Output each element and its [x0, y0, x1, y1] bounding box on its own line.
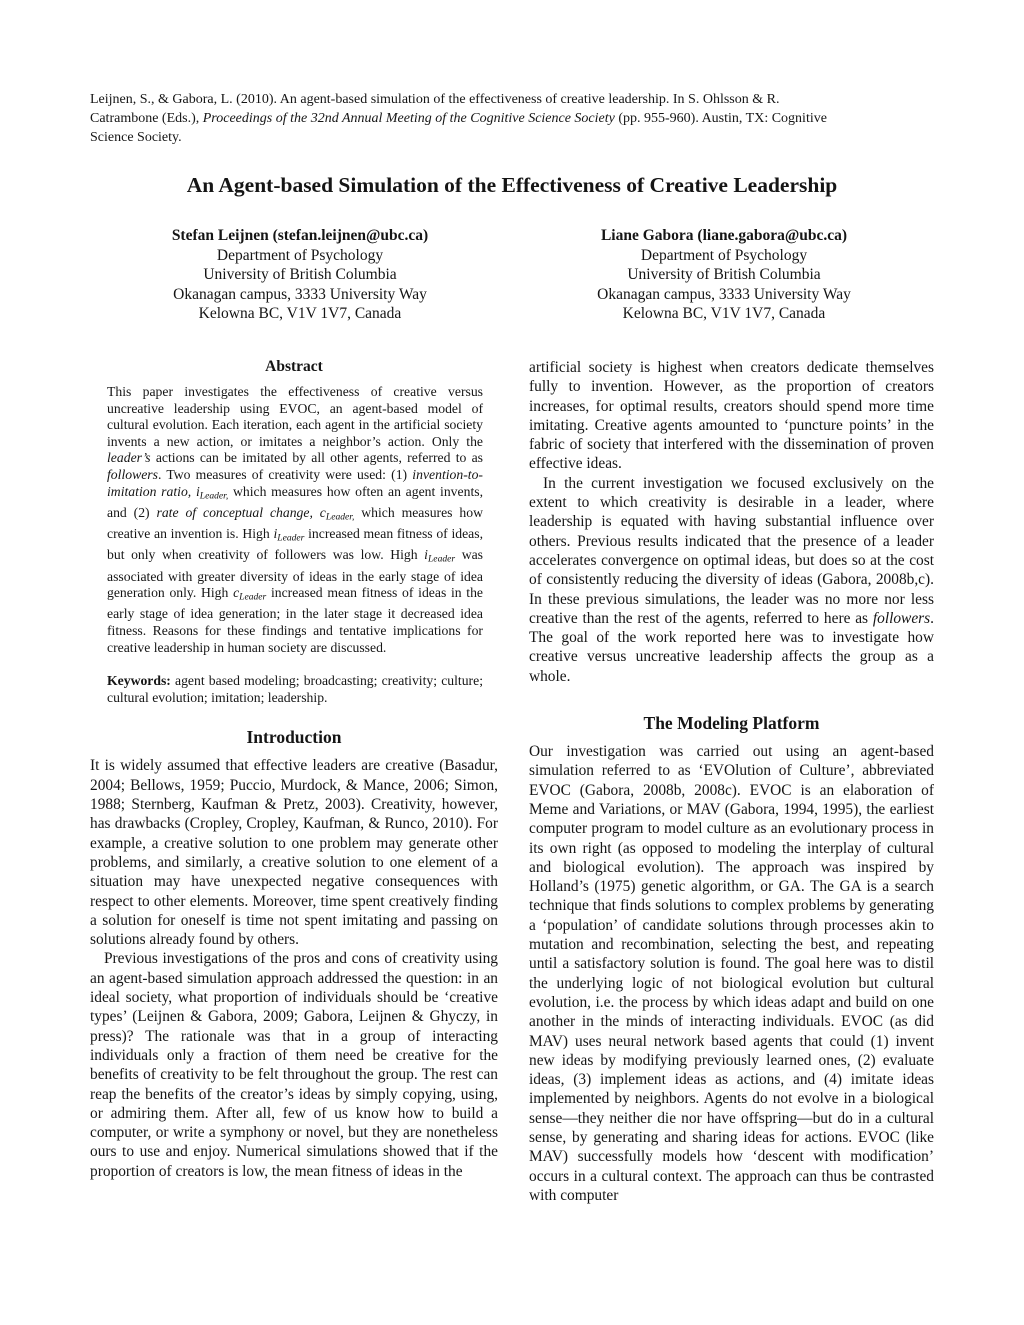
abstract-block: [107, 384, 483, 706]
keywords: Keywords: agent based modeling; broadcasting; creativity; culture; cultural evolution; imitation; leadership.: [107, 673, 483, 705]
author-affiliation-line: Department of Psychology: [216, 246, 384, 264]
intro-paragraph-1: It is widely assumed that effective leaders are creative (Basadur, 2004; Bellows, 1959; Puccio, Murdock, & Mance, 2006; Simon, 1988; Sternberg, Kaufman & Pretz, 2003). Creativity, however, has drawbacks (Cropley, Cropley, Kaufman, & Runco, 2010). For example, a creative solution to one problem may generate other problems, and similarly, a creative solution to one element of a situation may have unexpected negative consequences with respect to other elements. Moreover, time spent creatively finding a solution for oneself is time not spent imitating and passing on solutions already found by others.: [90, 757, 498, 949]
author-affiliation-line: Okanagan campus, 3333 University Way: [597, 285, 851, 303]
author-name: Stefan Leijnen (stefan.leijnen@ubc.ca): [171, 227, 429, 244]
paper-title: An Agent-based Simulation of the Effectiveness of Creative Leadership: [186, 173, 838, 197]
author-affiliation-line: Kelowna BC, V1V 1V7, Canada: [622, 305, 826, 323]
intro-paragraph-2: Previous investigations of the pros and cons of creativity using an agent-based simulation approach addressed the question: in an ideal society, what proportion of individuals should be ‘creative types’ (Leijnen & Gabora, 2009; Gabora, Leijnen & Ghyczy, in press)? The rationale was that in a group of interacting individuals only a fraction of them need be creative for the benefits of creativity to be felt throughout the group. The rest can reap the benefits of the creator’s ideas by simply copying, using, or admiring them. After all, few of us know how to build a computer, or write a symphony or novel, but they are nonetheless ours to use and enjoy. Numerical simulations showed that if the proportion of creators is low, the mean fitness of ideas in the: [90, 950, 498, 1180]
modeling-paragraph-1: Our investigation was carried out using an agent-based simulation referred to as ‘EVOlution of Culture’, abbreviated EVOC (Gabora, 2008b, 2008c). EVOC is an elaboration of Meme and Variations, or MAV (Gabora, 1994, 1995), the earliest computer program to model culture as an evolutionary process in its own right (as opposed to modeling the interplay of cultural and biological evolution). The approach was inspired by Holland’s (1975) genetic algorithm, or GA. The GA is a search technique that finds solutions to complex problems by generating a ‘population’ of candidate solutions through processes akin to mutation and recombination, selecting the best, and repeating until a satisfactory solution is found. The goal here was to distil the underlying logic of not biological evolution but cultural evolution, i.e. the process by which ideas adapt and build on one another in the minds of interacting individuals. EVOC (as did MAV) uses neural network based agents that could (1) invent new ideas by modifying previously learned ones, (2) evaluate ideas, (3) implement ideas as actions, and (4) imitate ideas implemented by neighbors. Agents do not evolve in a biological sense—they neither die nor have offspring—but do in a cultural sense, by generating and sharing ideas for actions. EVOC (like MAV) successfully models how ‘descent with modification’ occurs in a cultural context. The approach can thus be contrasted with computer: [529, 743, 934, 1204]
author-block: [512, 226, 936, 324]
author-affiliation-line: University of British Columbia: [203, 266, 397, 284]
author-name: Liane Gabora (liane.gabora@ubc.ca): [600, 227, 848, 244]
author-affiliation-line: Okanagan campus, 3333 University Way: [173, 285, 427, 303]
column-right: [529, 358, 934, 1205]
authors-row: [88, 226, 936, 324]
author-affiliation-line: Department of Psychology: [640, 246, 808, 264]
author-affiliation-line: Kelowna BC, V1V 1V7, Canada: [198, 305, 402, 323]
introduction-heading: Introduction: [246, 727, 342, 748]
abstract-text: This paper investigates the effectiveness of creative versus uncreative leadership using EVOC, an agent-based model of cultural evolution. Each iteration, each agent in the artificial society invents a new action, or imitates a neighbor’s action. Only the leader’s actions can be imitated by all other agents, referred to as followers. Two measures of creativity were used: (1) invention-to-imitation ratio, $i_{Leader,}$ which measures how often an agent invents, and (2) rate of conceptual change, $c_{Leader,}$ which measures how creative an invention is. High $i_{Leader}$ increased mean fitness of ideas, but only when creativity of followers was low. High $i_{Leader}$ was associated with greater diversity of ideas in the early stage of idea generation only. High $c_{Leader}$ increased mean fitness of ideas in the early stage of idea generation; in the later stage it decreased idea fitness. Reasons for these findings and tentative implications for creative leadership in human society are discussed.: [107, 384, 483, 655]
column-left: [90, 358, 498, 1181]
right-paragraph-continuation: artificial society is highest when creators dedicate themselves fully to invention. However, as the proportion of creators increases, for optimal results, creators should spend more time imitating. Creative agents amounted to ‘puncture points’ in the fabric of society that interfered with the dissemination of proven effective ideas.: [529, 359, 934, 473]
right-paragraph-2: In the current investigation we focused exclusively on the extent to which creativity is desirable in a leader, where leadership is equated with having substantial influence over others. Previous results indicated that the presence of a leader accelerates convergence on optimal ideas, but does so at the cost of consistently reducing the diversity of ideas (Gabora, 2008b,c). In these previous simulations, the leader was no more nor less creative than the rest of the agents, referred to here as followers. The goal of the work reported here was to investigate how creative versus uncreative leadership affects the group as a whole.: [529, 474, 934, 685]
author-block: [88, 226, 512, 324]
author-affiliation-line: University of British Columbia: [627, 266, 821, 284]
abstract-heading: Abstract: [265, 358, 323, 375]
citation: Leijnen, S., & Gabora, L. (2010). An agent-based simulation of the effectiveness of creative leadership. In S. Ohlsson & R. Catrambone (Eds.), Proceedings of the 32nd Annual Meeting of the Cognitive Science Society (pp. 955-960). Austin, TX: Cognitive Science Society.: [90, 92, 827, 145]
modeling-platform-heading: The Modeling Platform: [643, 713, 820, 734]
